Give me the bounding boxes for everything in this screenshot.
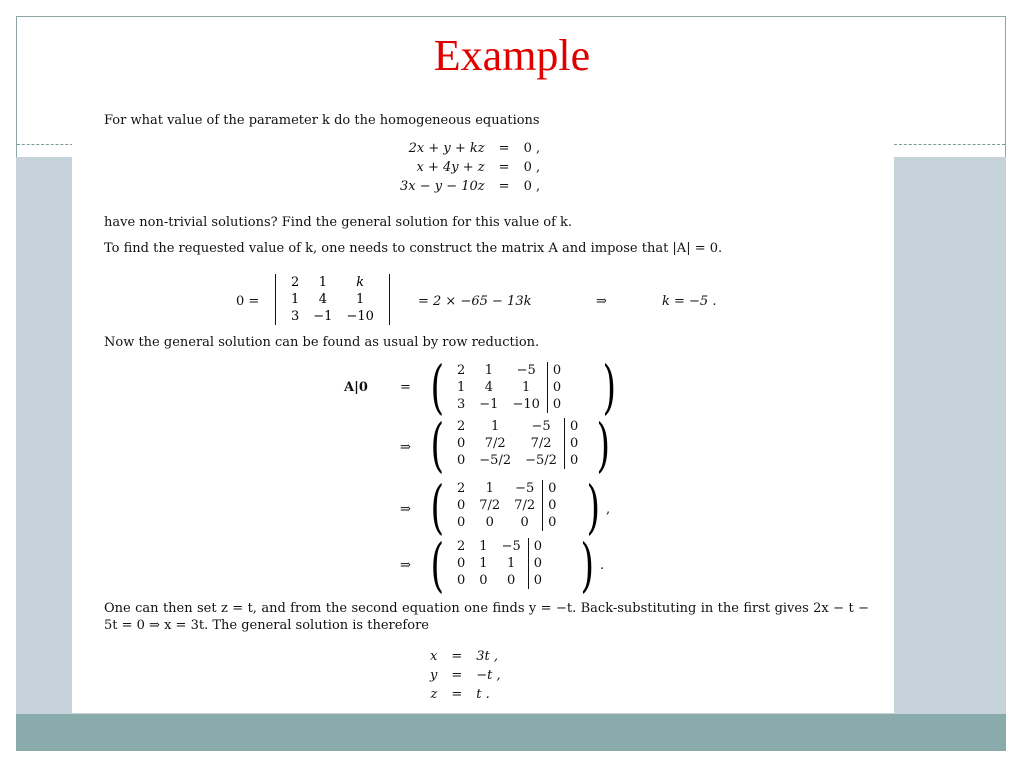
- matrix-1: [450, 362, 568, 413]
- implies-arrow: ⇒: [400, 502, 411, 517]
- paren-left: (: [430, 411, 445, 479]
- aug-label: A|0: [344, 380, 368, 395]
- implies-arrow: ⇒: [400, 558, 411, 573]
- paren-left: (: [430, 473, 445, 541]
- back-substitution-text: One can then set z = t, and from the second equation one finds y = −t. Back-substituting in the first gives 2x − t − 5t = 0 ⇒ x = 3t. The general solution is therefore: [104, 601, 869, 633]
- matrix-row: 2 1 −5 0: [450, 362, 568, 379]
- implies-arrow: ⇒: [596, 294, 607, 309]
- implies-arrow: ⇒: [400, 440, 411, 455]
- paren-right: ): [596, 411, 611, 479]
- equation-row: 2x + y + kz = 0 ,: [408, 141, 541, 156]
- determinant: [275, 274, 390, 325]
- paren-left: (: [430, 353, 445, 421]
- solution-row: x = 3t ,: [430, 649, 499, 664]
- det-row: 1 4 1: [291, 292, 365, 307]
- matrix-row: 0 0 0 0: [450, 572, 549, 589]
- matrix-row: 2 1 −5 0: [450, 538, 549, 555]
- row-reduction-text: Now the general solution can be found as usual by row reduction.: [104, 335, 540, 350]
- matrix-row: 2 1 −5 0: [450, 418, 585, 435]
- aug-equals: =: [400, 380, 411, 395]
- matrix-row: 0 1 1 0: [450, 555, 549, 572]
- slide-title: Example: [433, 31, 591, 80]
- solution-row: y = −t ,: [430, 668, 501, 683]
- matrix-2: [450, 418, 585, 469]
- question-text: have non-trivial solutions? Find the general solution for this value of k.: [104, 215, 573, 230]
- matrix-row: 0 0 0 0: [450, 514, 563, 531]
- paren-left: (: [430, 531, 445, 599]
- matrix-3: [450, 480, 563, 531]
- k-value: k = −5 .: [662, 294, 717, 309]
- equation-system: [392, 138, 548, 197]
- paren-right: ): [580, 531, 595, 599]
- explain-text: To find the requested value of k, one needs to construct the matrix A and impose that |A| = 0.: [104, 241, 723, 256]
- matrix-row: 3 −1 −10 0: [450, 396, 568, 413]
- divider-left: [17, 144, 73, 145]
- matrix-4: [450, 538, 549, 589]
- content-panel: [72, 100, 894, 713]
- equation-row: x + 4y + z = 0 ,: [416, 160, 541, 175]
- det-result: = 2 × −65 − 13k: [418, 294, 532, 309]
- det-prefix: 0 =: [236, 294, 260, 309]
- matrix-row: 2 1 −5 0: [450, 480, 563, 497]
- matrix-3-suffix: ,: [606, 502, 611, 517]
- det-row: 2 1 k: [291, 275, 365, 290]
- paren-right: ): [602, 353, 617, 421]
- equation-row: 3x − y − 10z = 0 ,: [400, 179, 541, 194]
- solution-system: [422, 646, 509, 705]
- divider-right: [894, 144, 1005, 145]
- solution-row: z = t .: [430, 687, 490, 702]
- matrix-4-suffix: .: [600, 558, 605, 573]
- intro-text: For what value of the parameter k do the homogeneous equations: [104, 113, 540, 128]
- matrix-row: 1 4 1 0: [450, 379, 568, 396]
- matrix-row: 0 −5/2 −5/2 0: [450, 452, 585, 469]
- paren-right: ): [586, 473, 601, 541]
- matrix-row: 0 7/2 7/2 0: [450, 435, 585, 452]
- det-row: 3 −1 −10: [291, 309, 374, 324]
- matrix-row: 0 7/2 7/2 0: [450, 497, 563, 514]
- slide-footer-bar: [16, 714, 1006, 750]
